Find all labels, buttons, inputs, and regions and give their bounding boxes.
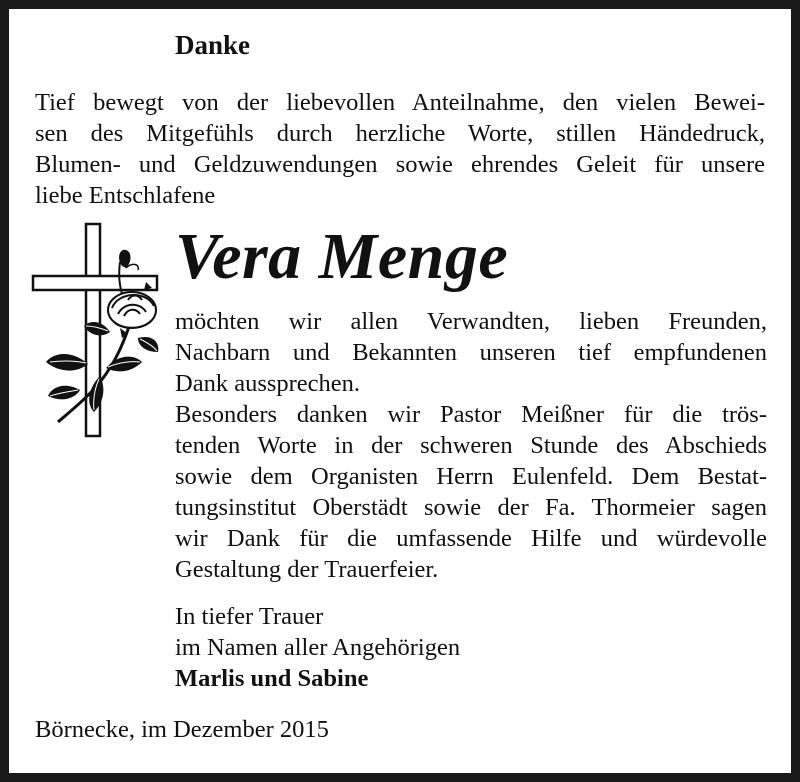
body-line: Nachbarn und Bekannten unseren tief empfundenen bbox=[175, 339, 767, 366]
signature: Marlis und Sabine bbox=[175, 665, 369, 692]
intro-line: liebe Entschlafene bbox=[35, 182, 216, 209]
body-line: sowie dem Organisten Herrn Eulenfeld. Dem Bestat- bbox=[175, 463, 767, 490]
body-line: tungsinstitut Oberstädt sowie der Fa. Thormeier sagen bbox=[175, 494, 767, 521]
cross-with-rose-icon bbox=[28, 222, 168, 440]
closing-line: im Namen aller Angehörigen bbox=[175, 634, 461, 661]
body-line: Gestaltung der Trauerfeier. bbox=[175, 556, 439, 583]
notice-heading: Danke bbox=[175, 30, 251, 60]
body-line: wir Dank für die umfassende Hilfe und würdevolle bbox=[175, 525, 767, 552]
intro-line: Tief bewegt von der liebevollen Anteilnahme, den vielen Bewei- bbox=[35, 89, 765, 116]
deceased-name: Vera Menge bbox=[175, 220, 509, 293]
intro-line: sen des Mitgefühls durch herzliche Worte, stillen Händedruck, bbox=[35, 120, 765, 147]
body-line: tenden Worte in der schweren Stunde des Abschieds bbox=[175, 432, 767, 459]
place-and-date: Börnecke, im Dezember 2015 bbox=[35, 716, 329, 743]
body-line: Dank aussprechen. bbox=[175, 370, 361, 397]
body-line: möchten wir allen Verwandten, lieben Freunden, bbox=[175, 308, 767, 335]
closing-line: In tiefer Trauer bbox=[175, 603, 324, 630]
body-line: Besonders danken wir Pastor Meißner für die trös- bbox=[175, 401, 767, 428]
intro-line: Blumen- und Geldzuwendungen sowie ehrendes Geleit für unsere bbox=[35, 151, 765, 178]
